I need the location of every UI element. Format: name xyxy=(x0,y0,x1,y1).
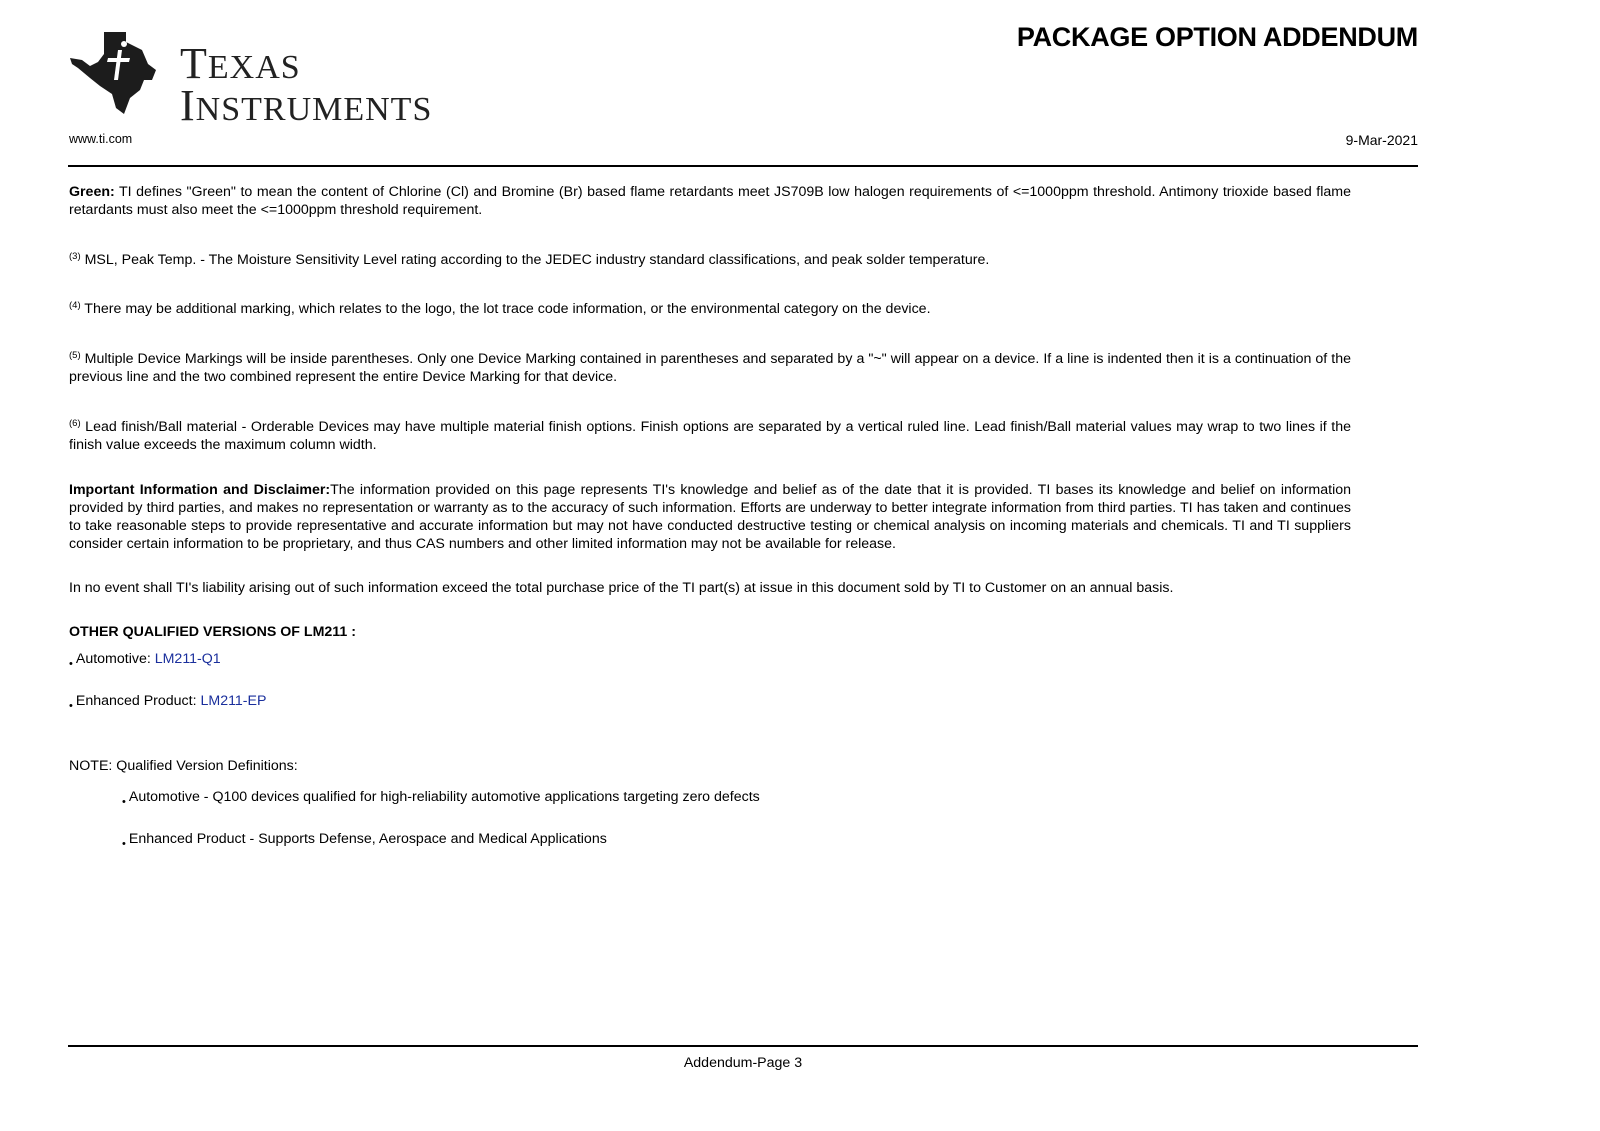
qualified-item-enhanced xyxy=(69,693,266,712)
note-green xyxy=(69,183,1351,219)
lm211-q1-link[interactable]: LM211-Q1 xyxy=(154,651,221,667)
liability-statement: In no event shall TI's liability arising out of such information exceed the total purchase price of the TI part(s) at issue in this document sold by TI to Customer on an annual basis. xyxy=(69,580,1174,596)
definition-text: Automotive - Q100 devices qualified for high-reliability automotive applications targeting zero defects xyxy=(128,789,760,805)
bullet: • xyxy=(122,838,126,850)
definition-text: Enhanced Product - Supports Defense, Aerospace and Medical Applications xyxy=(128,831,607,847)
note-5-text: Multiple Device Markings will be inside parentheses. Only one Device Marking contained in parentheses and separated by a "~" will appear on a device. If a line is indented then it is a continuation of the previous line and the two combined represent the entire Device Marking for that device. xyxy=(69,351,1351,385)
ti-state-logo-icon xyxy=(68,28,164,118)
note-4 xyxy=(69,300,1351,318)
document-date: 9-Mar-2021 xyxy=(1345,132,1418,148)
note-6 xyxy=(69,418,1351,454)
note-4-mark: (4) xyxy=(69,300,81,311)
disclaimer-text: The information provided on this page represents TI's knowledge and belief as of the date that it is provided. TI bases its knowledge and belief on information provided by third parties, and makes no representation or warranty as to the accuracy of such information. Efforts are underway to better integrate information from third parties. TI has taken and continues to take reasonable steps to provide representative and accurate information but may not have conducted destructive testing or chemical analysis on incoming materials and chemicals. TI and TI suppliers consider certain information to be proprietary, and thus CAS numbers and other limited information may not be available for release. xyxy=(69,482,1351,552)
qualified-versions-title: OTHER QUALIFIED VERSIONS OF LM211 : xyxy=(69,624,356,640)
qualified-item-label: Enhanced Product: xyxy=(75,693,201,709)
texas-instruments-logo xyxy=(68,28,488,128)
note-green-text: TI defines "Green" to mean the content of Chlorine (Cl) and Bromine (Br) based flame retardants meet JS709B low halogen requirements of <=1000ppm threshold. Antimony trioxide based flame retardants must also meet the <=1000ppm threshold requirement. xyxy=(69,184,1351,218)
note-3-mark: (3) xyxy=(69,251,81,262)
bullet: • xyxy=(69,658,73,670)
logo-word-texas: TEXAS xyxy=(180,39,301,88)
definition-automotive xyxy=(122,789,760,808)
note-5-mark: (5) xyxy=(69,350,81,361)
footer-rule xyxy=(68,1045,1418,1047)
disclaimer xyxy=(69,481,1351,553)
note-6-mark: (6) xyxy=(69,418,81,429)
qualified-note-title: NOTE: Qualified Version Definitions: xyxy=(69,758,298,774)
disclaimer-label: Important Information and Disclaimer: xyxy=(69,482,331,498)
website-url[interactable]: www.ti.com xyxy=(69,132,133,146)
qualified-item-label: Automotive: xyxy=(75,651,155,667)
note-3-text: MSL, Peak Temp. - The Moisture Sensitivity Level rating according to the JEDEC industry standard classifications, and peak solder temperature. xyxy=(80,252,990,268)
document-title: PACKAGE OPTION ADDENDUM xyxy=(1016,22,1418,52)
lm211-ep-link[interactable]: LM211-EP xyxy=(200,693,267,709)
note-4-text: There may be additional marking, which relates to the logo, the lot trace code information, or the environmental category on the device. xyxy=(80,301,931,317)
definition-enhanced xyxy=(122,831,607,850)
page-number: Addendum-Page 3 xyxy=(683,1055,803,1071)
note-green-label: Green: xyxy=(69,184,115,200)
note-5 xyxy=(69,350,1351,386)
note-3 xyxy=(69,251,1351,269)
header-rule xyxy=(68,165,1418,167)
bullet: • xyxy=(122,796,126,808)
logo-word-instruments: INSTRUMENTS xyxy=(180,81,433,130)
qualified-item-automotive xyxy=(69,651,221,670)
note-6-text: Lead finish/Ball material - Orderable Devices may have multiple material finish options. Finish options are separated by a vertical ruled line. Lead finish/Ball material values may wrap to two lines if the finish value exceeds the maximum column width. xyxy=(69,419,1351,453)
bullet: • xyxy=(69,700,73,712)
